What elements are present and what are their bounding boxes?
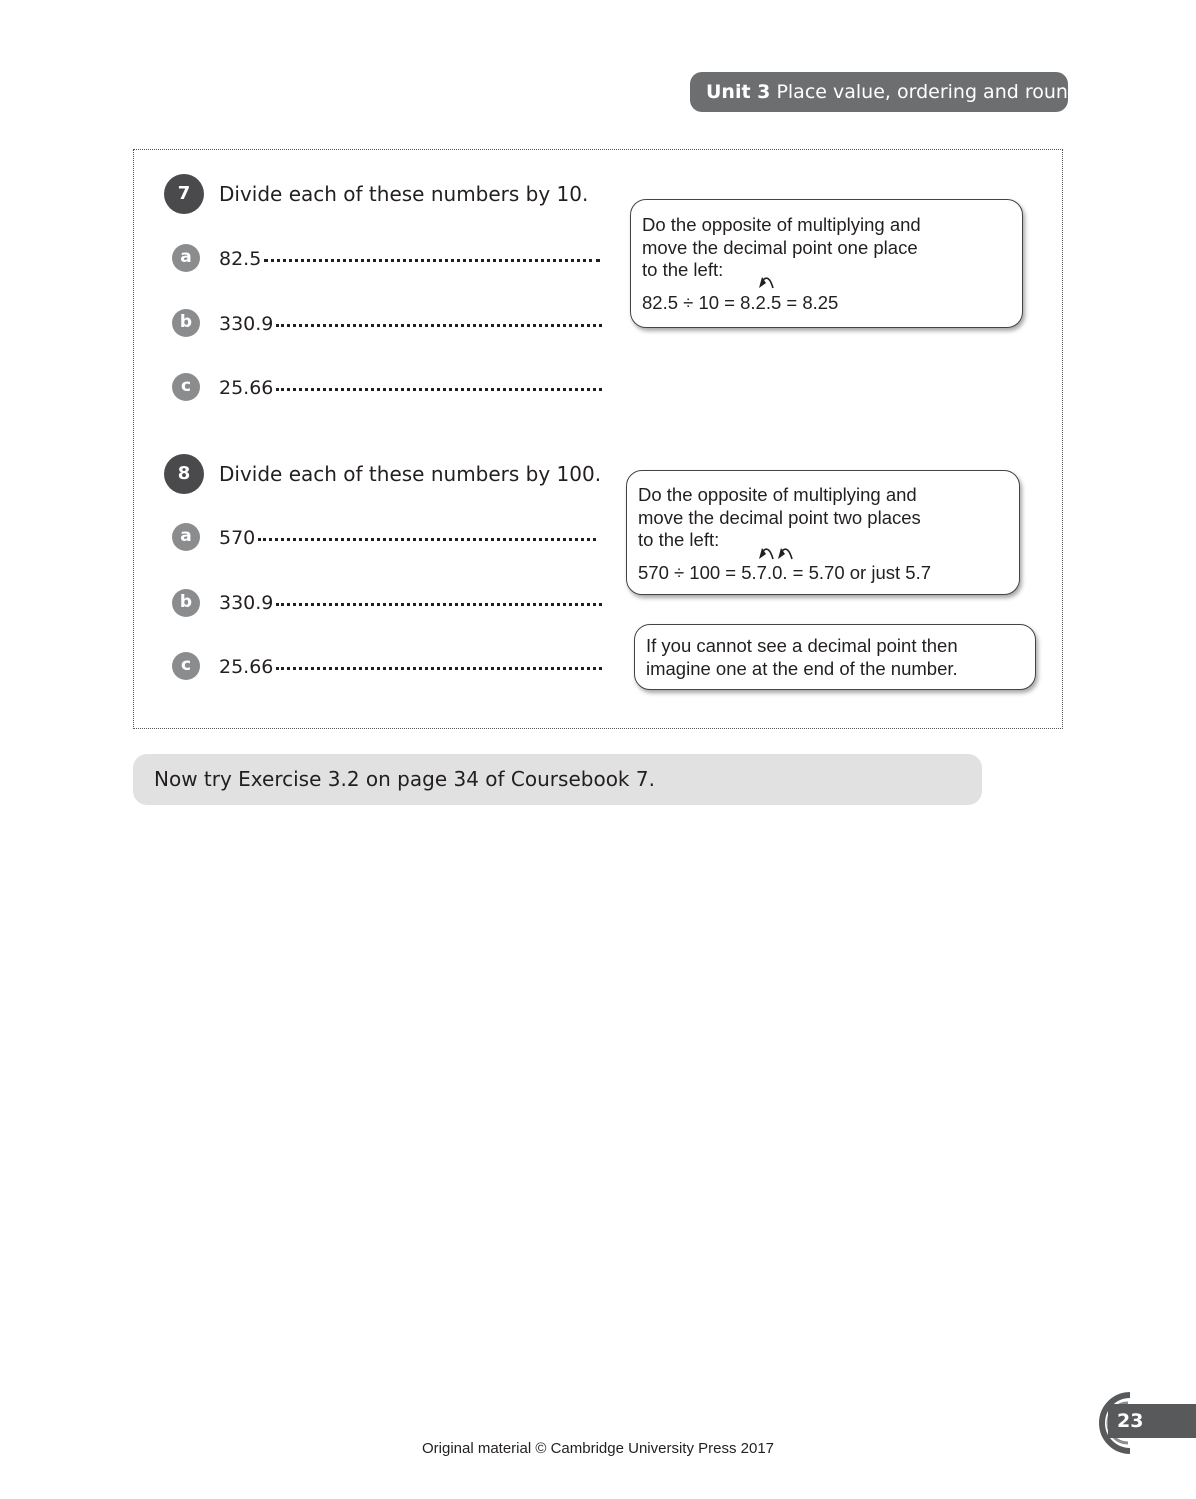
answer-value: 25.66 [219, 377, 274, 399]
hint-text-line: imagine one at the end of the number. [646, 657, 958, 679]
part-label-7c: c [172, 373, 200, 401]
hint-text-line: move the decimal point two places [638, 506, 921, 528]
hint-box-decimal-point [634, 624, 1036, 690]
answer-line-7a[interactable] [219, 247, 600, 271]
question-number-8: 8 [164, 454, 204, 494]
hint-text-line: move the decimal point one place [642, 236, 918, 258]
answer-dots [276, 324, 602, 327]
answer-value: 570 [219, 527, 256, 549]
answer-value: 25.66 [219, 656, 274, 678]
answer-value: 330.9 [219, 313, 274, 335]
part-label-8b: b [172, 589, 200, 617]
answer-dots [276, 388, 602, 391]
hint-text-line: Do the opposite of multiplying and [642, 214, 921, 235]
answer-value: 82.5 [219, 248, 262, 270]
question-8-prompt: Divide each of these numbers by 100. [219, 462, 602, 486]
hint-text-line: Do the opposite of multiplying and [638, 484, 917, 505]
unit-title: Place value, ordering and rounding [776, 81, 1110, 103]
answer-line-7c[interactable] [219, 376, 602, 400]
answer-value: 330.9 [219, 592, 274, 614]
part-label-8c: c [172, 652, 200, 680]
hint-text-line: to the left: [642, 259, 724, 280]
hint-box-divide-by-10 [630, 199, 1023, 328]
hint-text-line: to the left: [638, 529, 720, 550]
answer-dots [276, 667, 602, 670]
answer-line-7b[interactable] [219, 312, 602, 336]
part-label-7b: b [172, 309, 200, 337]
hint-calculation: 82.5 ÷ 10 = 8.2.5 = 8.25 [642, 291, 839, 313]
page-number: 23 [1108, 1404, 1196, 1438]
now-try-banner: Now try Exercise 3.2 on page 34 of Coursebook 7. [133, 754, 982, 805]
unit-header-tab [690, 72, 1110, 112]
answer-dots [258, 538, 596, 541]
unit-label: Unit 3 [706, 81, 771, 103]
question-number-7: 7 [164, 174, 204, 214]
answer-dots [276, 603, 602, 606]
part-label-7a: a [172, 244, 200, 272]
decimal-shift-arrow-icon [755, 274, 777, 290]
decimal-shift-arrows-icon [755, 545, 797, 561]
question-7-prompt: Divide each of these numbers by 10. [219, 182, 589, 206]
part-label-8a: a [172, 523, 200, 551]
answer-line-8c[interactable] [219, 655, 602, 679]
answer-line-8b[interactable] [219, 591, 602, 615]
copyright-notice: Original material © Cambridge University Press 2017 [421, 1440, 775, 1457]
hint-calculation: 570 ÷ 100 = 5.7.0. = 5.70 or just 5.7 [638, 561, 932, 583]
hint-text-line: If you cannot see a decimal point then [646, 635, 958, 656]
answer-dots [264, 259, 600, 262]
hint-box-divide-by-100 [626, 470, 1020, 595]
answer-line-8a[interactable] [219, 526, 596, 550]
